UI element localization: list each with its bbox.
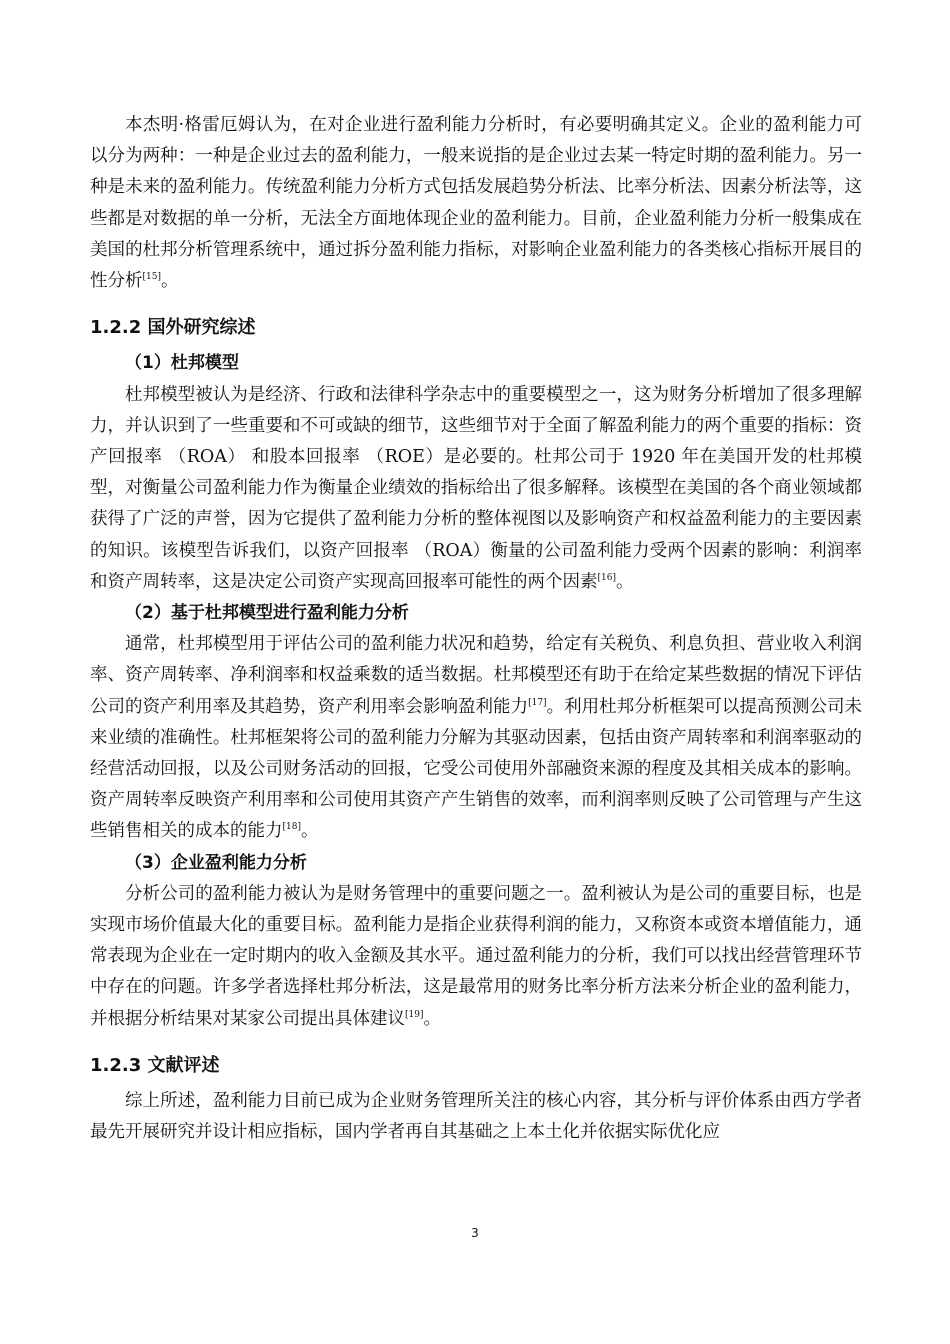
subsection-2-heading: （2）基于杜邦模型进行盈利能力分析: [125, 603, 409, 624]
paragraph-intro: [90, 110, 862, 297]
section-1-2-3-heading: 1.2.3 文献评述: [90, 1054, 220, 1076]
paragraph-text: 杜邦模型被认为是经济、行政和法律科学杂志中的重要模型之一，这为财务分析增加了很多理解力，并认识到了一些重要和不可或缺的细节，这些细节对于全面了解盈利能力的两个重要的指标：资产回报率 （ROA） 和股本回报率 （ROE）是必要的。杜邦公司于 1920 年在美国开发的杜邦模型，对衡量公司盈利能力作为衡量企业绩效的指标给出了很多解释。该模型在美国的各个商业领域都获得了广泛的声誉，因为它提供了盈利能力分析的整体视图以及影响资产和权益盈利能力的主要因素的知识。该模型告诉我们，以资产回报率 （ROA）衡量的公司盈利能力受两个因素的影响：利润率和资产周转率，这是决定公司资产实现高回报率可能性的两个因素: [90, 384, 862, 592]
paragraph-dupont-model: [90, 380, 862, 598]
citation-18: [18]: [282, 822, 301, 833]
paragraph-profitability-analysis: [90, 879, 862, 1035]
paragraph-text: 通常，杜邦模型用于评估公司的盈利能力状况和趋势，给定有关税负、利息负担、营业收入利润率、资产周转率、净利润率和权益乘数的适当数据。杜邦模型还有助于在给定某些数据的情况下评估公司的资产利用率及其趋势，资产利用率会影响盈利能力: [90, 634, 862, 717]
paragraph-dupont-analysis: [90, 629, 862, 847]
paragraph-text: 。利用杜邦分析框架可以提高预测公司未来业绩的准确性。杜邦框架将公司的盈利能力分解为其驱动因素，包括由资产周转率和利润率驱动的经营活动回报，以及公司财务活动的回报，它受公司使用外部融资来源的程度及其相关成本的影响。资产周转率反映资产利用率和公司使用其资产产生销售的效率，而利润率则反映了公司管理与产生这些销售相关的成本的能力: [90, 696, 863, 842]
paragraph-text: 本杰明·格雷厄姆认为，在对企业进行盈利能力分析时，有必要明确其定义。企业的盈利能力可以分为两种：一种是企业过去的盈利能力，一般来说指的是企业过去某一特定时期的盈利能力。另一种是未来的盈利能力。传统盈利能力分析方式包括发展趋势分析法、比率分析法、因素分析法等，这些都是对数据的单一分析，无法全方面地体现企业的盈利能力。目前，企业盈利能力分析一般集成在美国的杜邦分析管理系统中，通过拆分盈利能力指标，对影响企业盈利能力的各类核心指标开展目的性分析: [90, 115, 862, 292]
period: 。: [423, 1008, 441, 1029]
citation-15: [15]: [142, 272, 161, 283]
section-1-2-2-heading: 1.2.2 国外研究综述: [90, 317, 256, 339]
spacer: [90, 1035, 862, 1050]
subsection-3-heading: （3）企业盈利能力分析: [125, 852, 307, 873]
citation-16: [16]: [597, 573, 616, 584]
paragraph-literature-review: 综上所述，盈利能力目前已成为企业财务管理所关注的核心内容，其分析与评价体系由西方学者最先开展研究并设计相应指标，国内学者再自其基础之上本土化并依据实际优化应: [90, 1091, 862, 1143]
period: 。: [160, 271, 179, 292]
paragraph-text: 分析公司的盈利能力被认为是财务管理中的重要问题之一。盈利被认为是公司的重要目标，也是实现市场价值最大化的重要目标。盈利能力是指企业获得利润的能力，又称资本或资本增值能力，通常表现为企业在一定时期内的收入金额及其水平。通过盈利能力的分析，我们可以找出经营管理环节中存在的问题。许多学者选择杜邦分析法，这是最常用的财务比率分析方法来分析企业的盈利能力，并根据分析结果对某家公司提出具体建议: [90, 883, 862, 1029]
subsection-1-heading: （1）杜邦模型: [125, 353, 239, 374]
document-body: [90, 110, 862, 1149]
spacer: [90, 297, 862, 312]
period: 。: [615, 571, 634, 592]
citation-19: [19]: [405, 1009, 424, 1020]
citation-17: [17]: [528, 697, 547, 708]
page-number: 3: [471, 1226, 479, 1240]
period: 。: [300, 821, 319, 842]
